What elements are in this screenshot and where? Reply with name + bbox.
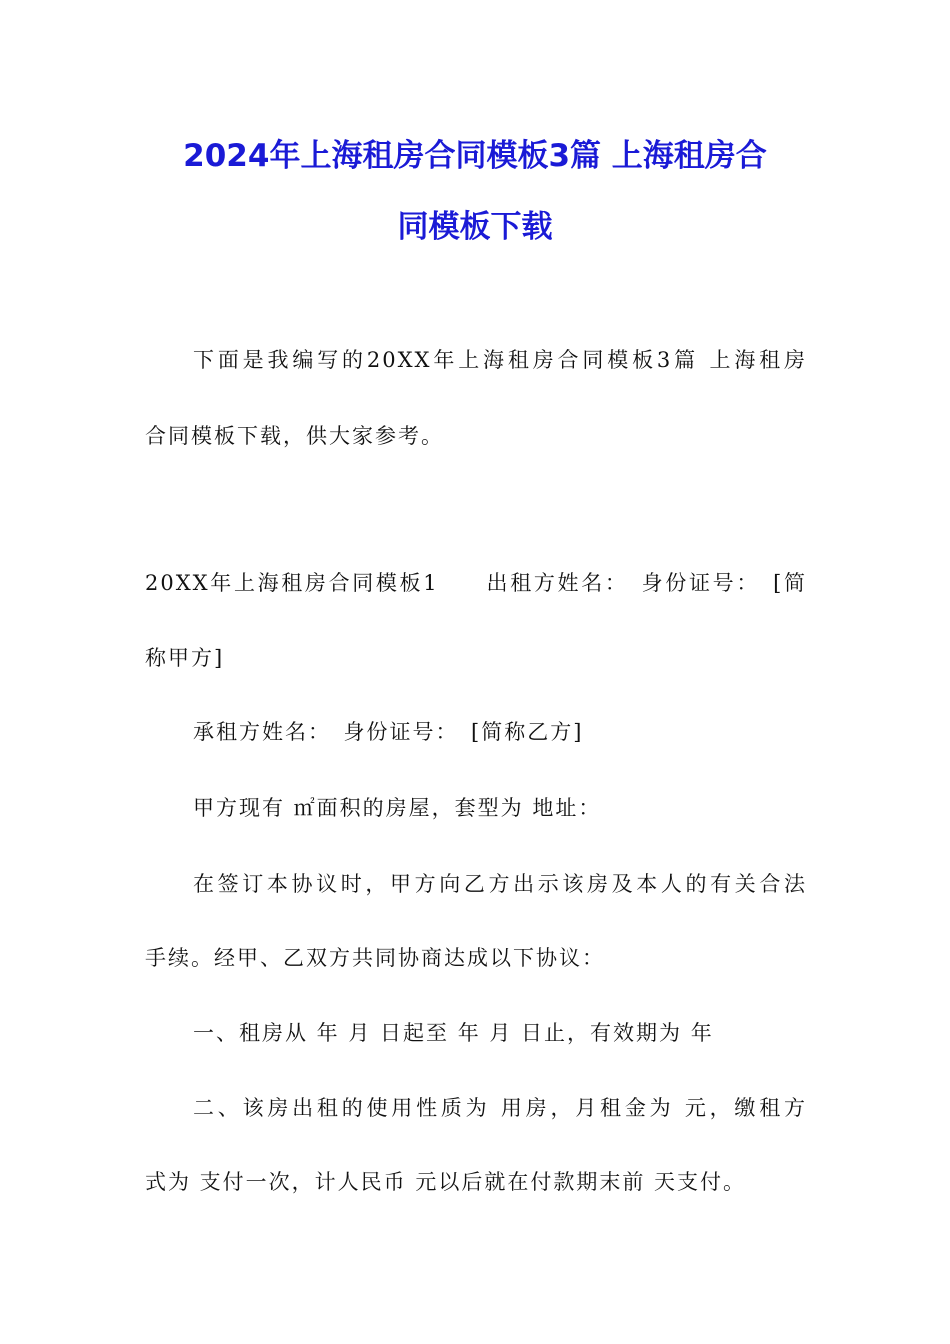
clause-2-line-2: 式为 支付一次，计人民币 元以后就在付款期末前 天支付。 (145, 1170, 747, 1194)
document-title-line-1: 2024年上海租房合同模板3篇 上海租房合 (183, 138, 767, 174)
intro-paragraph-line-1: 下面是我编写的20XX年上海租房合同模板3篇 上海租房 (193, 348, 807, 372)
signing-paragraph-line-2: 手续。经甲、乙双方共同协商达成以下协议： (145, 946, 605, 970)
property-line: 甲方现有 ㎡面积的房屋，套型为 地址： (193, 796, 602, 820)
intro-paragraph-line-2: 合同模板下载，供大家参考。 (145, 424, 444, 448)
document-title-line-2: 同模板下载 (397, 209, 553, 245)
clause-1: 一、租房从 年 月 日起至 年 月 日止，有效期为 年 (193, 1021, 714, 1045)
template-heading-line-2: 称甲方] (145, 646, 225, 670)
signing-paragraph-line-1: 在签订本协议时，甲方向乙方出示该房及本人的有关合法 (193, 872, 807, 896)
tenant-line: 承租方姓名： 身份证号： [简称乙方] (193, 720, 584, 744)
clause-2-line-1: 二、该房出租的使用性质为 用房，月租金为 元，缴租方 (193, 1096, 807, 1120)
template-heading-line-1: 20XX年上海租房合同模板1 出租方姓名： 身份证号： [简 (145, 571, 807, 595)
